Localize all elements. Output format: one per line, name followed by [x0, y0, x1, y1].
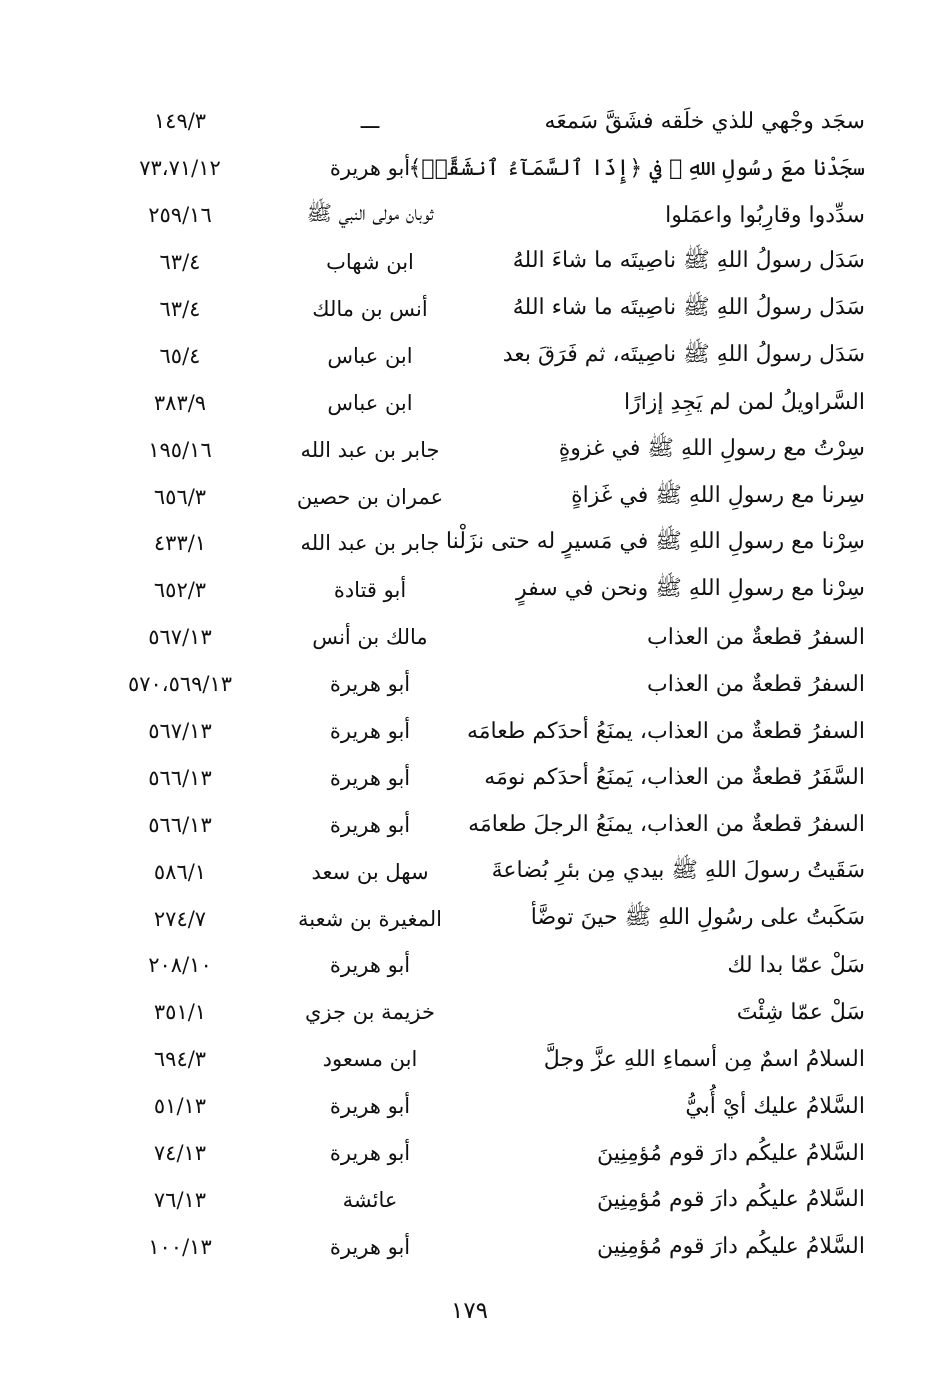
- index-row: [95, 1130, 865, 1177]
- hadith-text: السَّلامُ عليكُم دارَ قوم مُؤمِنِين: [597, 1234, 865, 1260]
- volume-page-reference: ١٠٠/١٣: [148, 1234, 212, 1259]
- narrator-name: أبو قتادة: [333, 578, 407, 603]
- narrator-name: أبو هريرة: [329, 812, 411, 837]
- index-row: [95, 1176, 865, 1223]
- hadith-text: سَكَبتُ على رسُولِ اللهِ ﷺ حينَ توضَّأ: [530, 904, 865, 930]
- volume-page-reference: ٢٠٨/١٠: [148, 953, 212, 978]
- narrator-name: جابر بن عبد الله: [300, 437, 440, 462]
- index-row: [95, 661, 865, 708]
- hadith-text: سجَد وجْهي للذي خلَقه فشَقَّ سَمعَه: [544, 108, 865, 134]
- volume-page-reference: ٦٣/٤: [159, 250, 201, 275]
- hadith-text: السَّراويلُ لمن لم يَجِدِ إزارًا: [623, 390, 865, 416]
- hadith-text: سَقَيتُ رسولَ اللهِ ﷺ بيدي مِن بئرِ بُضاعةَ: [491, 857, 865, 883]
- volume-page-reference: ٣٥١/١: [153, 1000, 207, 1025]
- index-row: [95, 848, 865, 895]
- hadith-text: سَدَل رسولُ اللهِ ﷺ ناصِيتَه ما شاءَ اللهُ: [512, 248, 865, 274]
- index-row: [95, 754, 865, 801]
- volume-page-reference: ٦٥٦/٣: [153, 484, 207, 509]
- index-row: [95, 98, 865, 145]
- volume-page-reference: ٦٩٤/٣: [153, 1047, 207, 1072]
- index-row: [95, 426, 865, 473]
- volume-page-reference: ٤٣٣/١: [153, 531, 207, 556]
- hadith-text: سِرْنا مع رسولِ اللهِ ﷺ في مَسيرٍ له حتى نزَلْنا: [445, 529, 865, 555]
- hadith-text: سِرنا مع رسولِ اللهِ ﷺ في غَزاةٍ: [571, 482, 865, 508]
- hadith-text: السَّلامُ عليك أيْ أُبيُّ: [685, 1093, 865, 1119]
- volume-page-reference: ٦٣/٤: [159, 297, 201, 321]
- narrator-name: ابن شهاب: [326, 250, 414, 275]
- volume-page-reference: ٦٥/٤: [159, 343, 201, 368]
- narrator-name: المغيرة بن شعبة: [298, 906, 442, 931]
- hadith-text: سَدَل رسولُ اللهِ ﷺ ناصِيتَه ما شاء اللهُ: [512, 295, 865, 320]
- index-row: [95, 614, 865, 661]
- index-row: [95, 989, 865, 1036]
- index-row: [95, 145, 865, 192]
- narrator-name: عائشة: [342, 1187, 398, 1212]
- index-row: [95, 379, 865, 426]
- narrator-name: خزيمة بن جزي: [305, 1000, 435, 1025]
- index-row: [95, 801, 865, 848]
- hadith-text: السَّلامُ عليكُم دارَ قوم مُؤمِنِينَ: [597, 1187, 865, 1213]
- volume-page-reference: ٥٧٠،٥٦٩/١٣: [127, 672, 233, 697]
- narrator-name: أبو هريرة: [329, 156, 411, 181]
- hadith-text: السفرُ قطعةٌ من العذاب: [647, 624, 865, 650]
- volume-page-reference: ٣٨٣/٩: [153, 390, 207, 415]
- narrator-name: جابر بن عبد الله: [300, 531, 440, 556]
- narrator-name: أبو هريرة: [329, 719, 411, 744]
- narrator-name: أبو هريرة: [329, 1234, 411, 1259]
- volume-page-reference: ١٤٩/٣: [153, 109, 207, 134]
- narrator-name: ابن عباس: [327, 390, 413, 415]
- narrator-name: مالك بن أنس: [312, 625, 428, 650]
- index-row: [95, 567, 865, 614]
- index-row: [95, 332, 865, 379]
- index-row: [95, 895, 865, 942]
- hadith-text: سَدَل رسولُ اللهِ ﷺ ناصِيتَه، ثم فَرَقَ بعد: [502, 341, 865, 367]
- index-row: [95, 239, 865, 286]
- index-row: [95, 708, 865, 755]
- narrator-name: أبو هريرة: [329, 765, 411, 790]
- volume-page-reference: ٥٦٧/١٣: [148, 719, 212, 744]
- volume-page-reference: ٧٦/١٣: [153, 1187, 207, 1212]
- page-number: ١٧٩: [450, 1298, 489, 1324]
- volume-page-reference: ٧٣،٧١/١٢: [139, 156, 221, 181]
- volume-page-reference: ٥٦٦/١٣: [148, 765, 212, 790]
- hadith-text: السلامُ اسمٌ مِن أسماءِ اللهِ عزَّ وجلَّ: [543, 1046, 865, 1072]
- index-row: [95, 473, 865, 520]
- index-row: [95, 520, 865, 567]
- volume-page-reference: ٧٤/١٣: [153, 1141, 207, 1166]
- narrator-name: أبو هريرة: [329, 672, 411, 697]
- hadith-text: سدِّدوا وقارِبُوا واعمَلوا: [665, 202, 865, 228]
- hadith-text: سِرْتُ مع رسولِ اللهِ ﷺ في غزوةٍ: [558, 435, 865, 461]
- index-row: [95, 942, 865, 989]
- narrator-name: عمران بن حصين: [296, 484, 444, 509]
- hadith-text: السفرُ قطعةٌ من العذاب، يمنَعُ الرجلَ طعامَه: [468, 812, 865, 838]
- hadith-text: سجَدْنا معَ رسُولِ اللهِ ﷺ في ﴿إِذَا ٱلسَّمَآءُ ٱنشَقَّتۡ﴾: [408, 155, 865, 181]
- narrator-name: ثوبان مولى النبي ﷺ: [306, 200, 434, 225]
- hadith-text: السفرُ قطعةٌ من العذاب: [647, 671, 865, 697]
- index-row: [95, 1083, 865, 1130]
- volume-page-reference: ٥٦٧/١٣: [148, 625, 212, 650]
- volume-page-reference: ٢٥٩/١٦: [148, 203, 212, 228]
- hadith-text: سِرْنا مع رسولِ اللهِ ﷺ ونحن في سفرٍ: [516, 576, 865, 602]
- narrator-name: ـــ: [360, 109, 380, 134]
- narrator-name: أبو هريرة: [329, 953, 411, 978]
- volume-page-reference: ٢٧٤/٧: [153, 906, 207, 931]
- hadith-text: السفرُ قطعةٌ من العذاب، يمنَعُ أحدَكم طعامَه: [466, 718, 865, 744]
- volume-page-reference: ٥١/١٣: [153, 1094, 207, 1119]
- narrator-name: أبو هريرة: [329, 1141, 411, 1166]
- volume-page-reference: ٥٦٦/١٣: [148, 812, 212, 837]
- volume-page-reference: ١٩٥/١٦: [148, 437, 212, 462]
- volume-page-reference: ٦٥٢/٣: [153, 578, 207, 603]
- index-row: [95, 1036, 865, 1083]
- narrator-name: سهل بن سعد: [311, 859, 429, 884]
- hadith-text: سَلْ عمّا شِئْتَ: [736, 999, 865, 1025]
- hadith-text: سَلْ عمّا بدا لك: [727, 952, 865, 978]
- narrator-name: ابن مسعود: [322, 1047, 418, 1072]
- narrator-name: أبو هريرة: [329, 1094, 411, 1119]
- narrator-name: ابن عباس: [327, 343, 413, 368]
- index-row: [95, 1223, 865, 1270]
- narrator-name: أنس بن مالك: [312, 297, 428, 321]
- hadith-text: السَّفَرُ قطعةٌ من العذاب، يَمنَعُ أحدَكم نومَه: [484, 765, 865, 791]
- volume-page-reference: ٥٨٦/١: [153, 859, 207, 884]
- hadith-index-table: [95, 98, 865, 1270]
- hadith-text: السَّلامُ عليكُم دارَ قوم مُؤمِنِينَ: [597, 1140, 865, 1166]
- index-row: [95, 286, 865, 333]
- index-row: [95, 192, 865, 239]
